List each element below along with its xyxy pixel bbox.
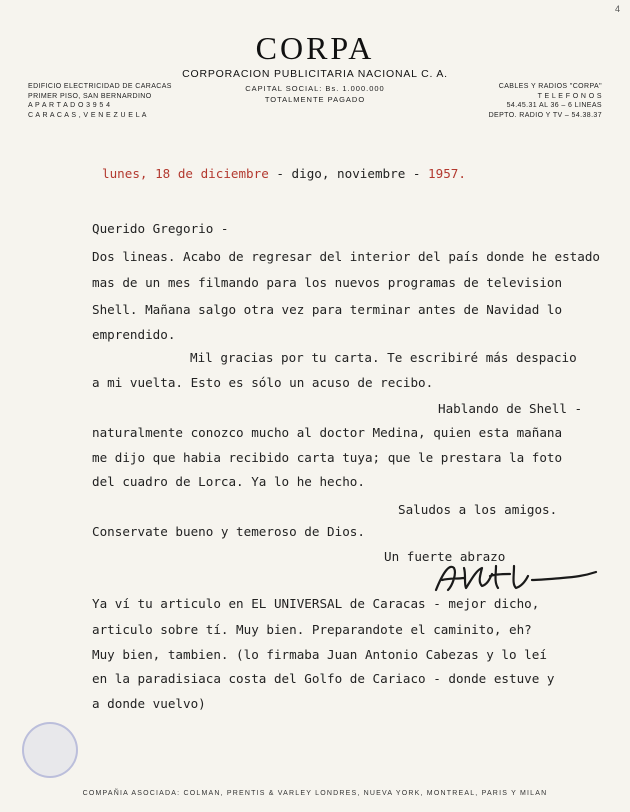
footer-associates: COMPAÑIA ASOCIADA: COLMAN, PRENTIS & VARLEY LONDRES, NUEVA YORK, MONTREAL, PARIS Y MILAN	[82, 790, 548, 797]
postscript-line: Ya ví tu articulo en EL UNIVERSAL de Caracas - mejor dicho,	[92, 596, 540, 611]
date-year: 1957.	[428, 166, 466, 181]
capital-line: CAPITAL SOCIAL: Bs. 1.000.000	[245, 84, 385, 93]
page-mark: 4	[614, 4, 620, 14]
contact-line: CABLES Y RADIOS "CORPA"	[498, 83, 602, 90]
body-line: naturalmente conozco mucho al doctor Medina, quien esta mañana	[92, 425, 563, 440]
postscript-line: articulo sobre tí. Muy bien. Preparandote el caminito, eh?	[92, 622, 532, 637]
body-line: me dijo que habia recibido carta tuya; que le prestara la foto	[92, 450, 563, 465]
contact-line: T E L E F O N O S	[537, 92, 602, 100]
body-line: Hablando de Shell -	[438, 401, 583, 416]
handwritten-signature	[430, 560, 600, 596]
postscript-line: Muy bien, tambien. (lo firmaba Juan Antonio Cabezas y lo leí	[92, 647, 547, 662]
body-line: Mil gracias por tu carta. Te escribiré más despacio	[190, 350, 577, 365]
closing-line: Conservate bueno y temeroso de Dios.	[92, 524, 365, 539]
letterhead-brand: CORPA	[255, 30, 375, 66]
address-line: EDIFICIO ELECTRICIDAD DE CARACAS	[28, 83, 172, 90]
closing-line: Un fuerte abrazo	[384, 549, 506, 564]
address-line: PRIMER PISO, SAN BERNARDINO	[28, 92, 152, 100]
body-line: mas de un mes filmando para los nuevos programas de television	[92, 275, 563, 290]
body-line: Shell. Mañana salgo otra vez para terminar antes de Navidad lo	[92, 302, 563, 317]
date-line	[102, 166, 466, 181]
letterhead-subtitle: CORPORACION PUBLICITARIA NACIONAL C. A.	[182, 68, 448, 80]
faded-stamp	[22, 722, 78, 778]
body-line: Dos lineas. Acabo de regresar del interior del país donde he estado	[92, 249, 600, 264]
contact-line: 54.45.31 AL 36 – 6 LINEAS	[506, 102, 602, 109]
address-line: C A R A C A S , V E N E Z U E L A	[28, 111, 147, 119]
postscript-line: en la paradisiaca costa del Golfo de Cariaco - donde estuve y	[92, 671, 555, 686]
contact-line: DEPTO. RADIO Y TV – 54.38.37	[488, 111, 602, 119]
salutation: Querido Gregorio -	[92, 221, 229, 236]
address-line: A P A R T A D O 3 9 5 4	[28, 102, 111, 109]
paid-line: TOTALMENTE PAGADO	[264, 95, 366, 104]
body-line: del cuadro de Lorca. Ya lo he hecho.	[92, 474, 365, 489]
date-correction: - digo, noviembre -	[268, 166, 429, 181]
postscript-line: a donde vuelvo)	[92, 696, 206, 711]
letterhead-contact	[489, 82, 602, 120]
letterhead-address	[28, 82, 172, 120]
date-primary: lunes, 18 de diciembre	[102, 166, 269, 181]
body-line: a mi vuelta. Esto es sólo un acuso de recibo.	[92, 375, 434, 390]
closing-line: Saludos a los amigos.	[398, 502, 558, 517]
body-line: emprendido.	[92, 327, 176, 342]
